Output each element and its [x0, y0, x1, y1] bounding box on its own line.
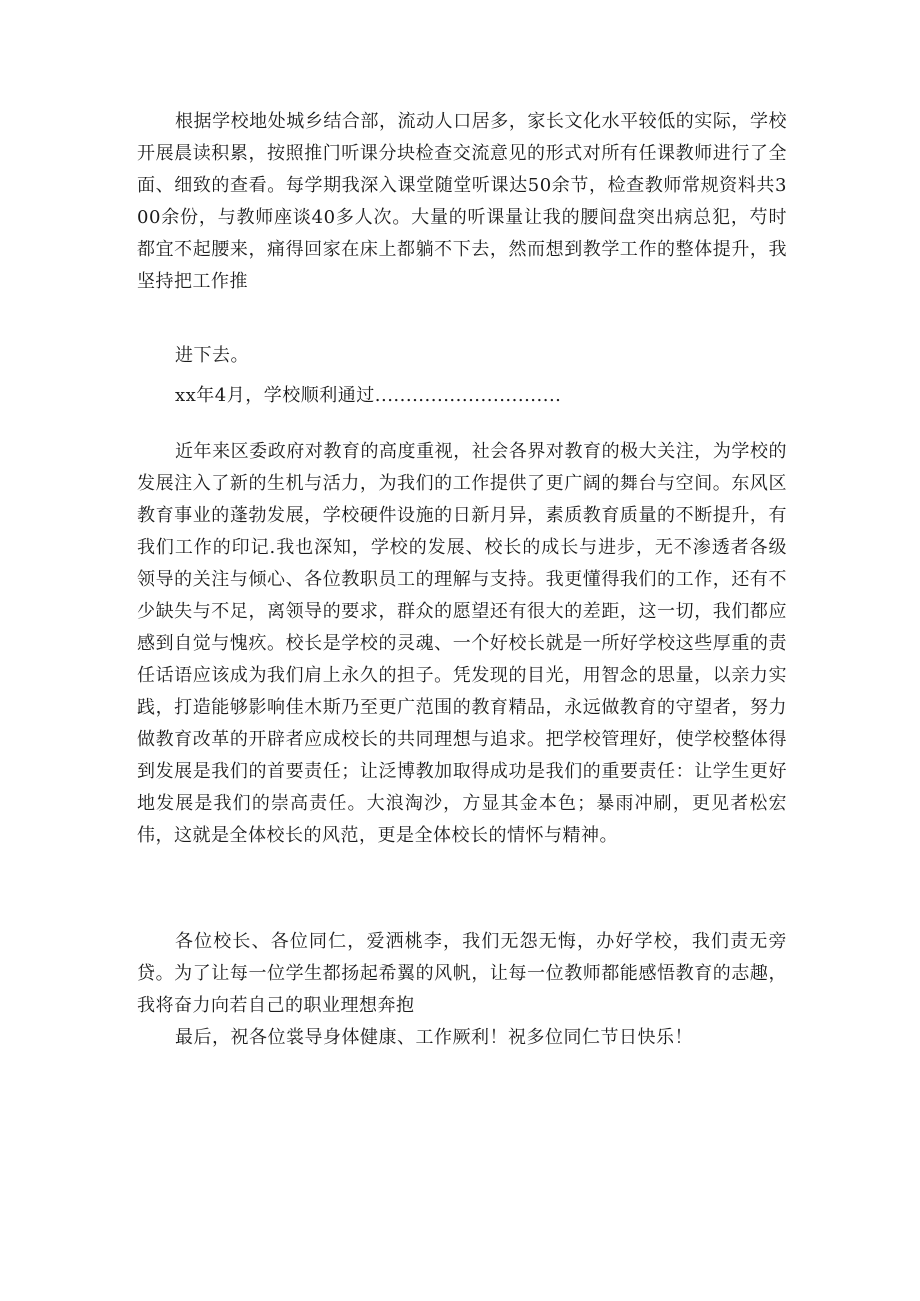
paragraph-continuation: 进下去。 [175, 345, 249, 366]
paragraph-commitment: 各位校长、各位同仁，爱洒桃李，我们无怨无悔，办好学校，我们责无旁贷。为了让每一位学生都扬起希翼的风帆，让每一位教师都能感悟教育的志趣，我将奋力向若自己的职业理想奔抱 [137, 931, 787, 1016]
paragraph-workload: 根据学校地处城乡结合部，流动人口居多，家长文化水平较低的实际，学校开展晨读积累，按照推门听课分块检查交流意见的形式对所有任课教师进行了全面、细致的查看。每学期我深入课堂随堂听课达50余节，检查教师常规资料共300余份，与教师座谈40多人次。大量的听课量让我的腰间盘突出病总犯，芍时都宜不起腰来，痛得回家在床上都躺不下去，然而想到教学工作的整体提升，我坚持把工作推 [137, 111, 787, 292]
paragraph-closing-wishes: 最后，祝各位裳导身体健康、工作厥利！祝多位同仁节日快乐！ [175, 1027, 693, 1048]
paragraph-inspection-date: xx年4月，学校顺利通过.............................. [175, 385, 562, 406]
paragraph-reflection: 近年来区委政府对教育的高度重视，社会各界对教育的极大关注，为学校的发展注入了新的生机与活力，为我们的工作提供了更广阔的舞台与空间。东风区教育事业的蓬勃发展，学校硬件设施的日新月异，素质教育质量的不断提升，有我们工作的印记.我也深知，学校的发展、校长的成长与进步，无不渗透者各级领导的关注与倾心、各位教职员工的理解与支持。我更懂得我们的工作，还有不少缺失与不足，离领导的要求，群众的愿望还有很大的差距，这一切，我们都应感到自觉与愧疚。校长是学校的灵魂、一个好校长就是一所好学校这些厚重的责任话语应该成为我们肩上永久的担子。凭发现的目光，用智念的思量，以亲力实践，打造能够影响佳木斯乃至更广范围的教育精品，永远做教育的守望者，努力做教育改革的开辟者应成校长的共同理想与追求。把学校管理好，使学校整体得到发展是我们的首要责任；让泛博教加取得成功是我们的重要责任：让学生更好地发展是我们的崇高责任。大浪淘沙，方显其金本色；暴雨冲刷，更见者松宏伟，这就是全体校长的风范，更是全体校长的情怀与精神。 [137, 441, 787, 846]
